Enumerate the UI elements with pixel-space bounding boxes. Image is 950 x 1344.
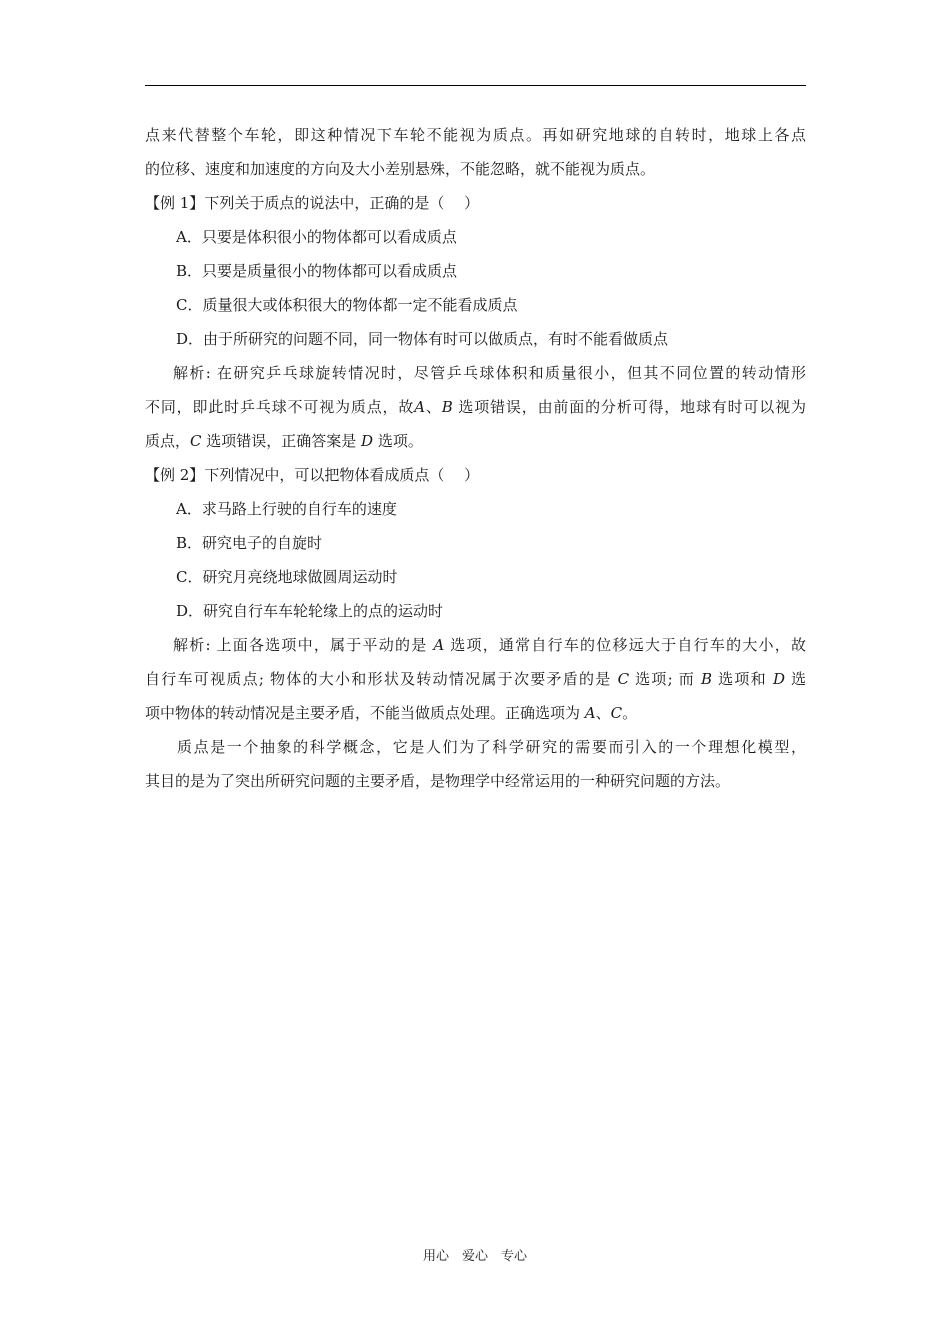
var-b: B [701,670,713,688]
example-tag: 【例 1】 [145,194,205,212]
paragraph-line: 点来代替整个车轮，即这种情况下车轮不能视为质点。再如研究地球的自转时，地球上各点 [145,126,806,144]
analysis-line: 项中物体的转动情况是主要矛盾，不能当做质点处理。正确选项为 A、C。 [145,704,638,722]
analysis-line: 自行车可视质点; 物体的大小和形状及转动情况属于次要矛盾的是 C 选项; 而 B 选项和 D 选 [145,670,807,688]
option-d: D．研究自行车车轮轮缘上的点的运动时 [176,602,444,620]
option-b: B．研究电子的自旋时 [176,534,323,552]
question-text: 下列关于质点的说法中，正确的是（ ） [204,194,480,212]
var-a: A [584,704,596,722]
example-2-question [145,458,806,492]
question-text: 下列情况中，可以把物体看成质点（ ） [204,466,480,484]
var-b: B [441,398,453,416]
option-c: C．研究月亮绕地球做圆周运动时 [176,568,398,586]
option-c: C．质量很大或体积很大的物体都一定不能看成质点 [176,296,518,314]
var-d: D [361,432,374,450]
summary-line: 其目的是为了突出所研究问题的主要矛盾，是物理学中经常运用的一种研究问题的方法。 [145,772,731,790]
option-d: D．由于所研究的问题不同，同一物体有时可以做质点，有时不能看做质点 [176,330,669,348]
analysis-line: 解析: 上面各选项中，属于平动的是 A 选项，通常自行车的位移远大于自行车的大小，故 [173,636,806,654]
option-b: B．只要是质量很小的物体都可以看成质点 [176,262,458,280]
paragraph-line: 的位移、速度和加速度的方向及大小差别悬殊，不能忽略，就不能视为质点。 [145,160,656,178]
var-c: C [610,704,623,722]
summary-line: 质点是一个抽象的科学概念，它是人们为了科学研究的需要而引入的一个理想化模型， [177,738,806,756]
document-body [145,118,806,798]
var-c: C [617,670,630,688]
var-a: A [414,398,426,416]
analysis-line: 质点，C 选项错误，正确答案是 D 选项。 [145,432,423,450]
analysis-line: 解析: 在研究乒乓球旋转情况时，尽管乒乓球体积和质量很小，但其不同位置的转动情形 [173,364,806,382]
option-a: A．求马路上行驶的自行车的速度 [176,500,397,518]
example-1-question [145,186,806,220]
option-a: A．只要是体积很小的物体都可以看成质点 [176,228,457,246]
var-c: C [190,432,202,450]
var-a: A [433,636,445,654]
header-rule [145,85,806,86]
var-d: D [772,670,785,688]
example-tag: 【例 2】 [145,466,205,484]
analysis-line: 不同，即此时乒乓球不可视为质点，故A、B 选项错误，由前面的分析可得，地球有时可以视为 [145,398,806,416]
page-footer: 用心 爱心 专心 [422,1249,527,1264]
